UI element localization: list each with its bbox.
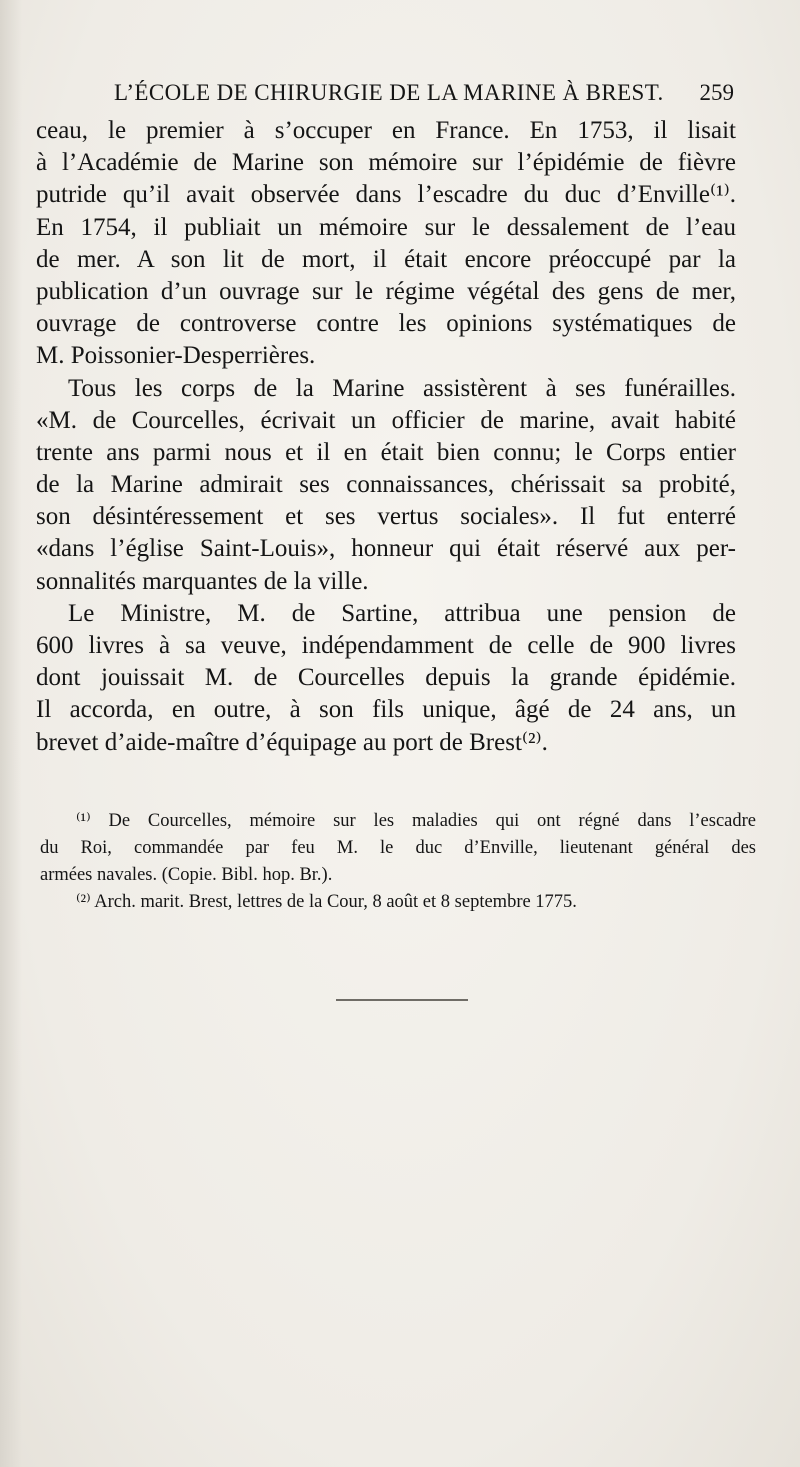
running-head [114,80,738,110]
text-line: «dans l’église Saint-Louis», honneur qui était réservé aux per- [36,535,736,563]
text-line: M. Poissonier-Desperrières. [36,342,316,370]
text-line: «M. de Courcelles, écrivait un officier de marine, avait habité [36,406,736,434]
text-line: de la Marine admirait ses connaissances, chérissait sa probité, [36,471,736,499]
text-line: Tous les corps de la Marine assistèrent à ses funérailles. [68,374,736,402]
text-line: dont jouissait M. de Courcelles depuis la grande épidémie. [36,664,736,692]
text-line: son désintéressement et ses vertus sociales». Il fut enterré [36,503,736,531]
body-text [36,115,736,759]
footnote-line: ⁽²⁾ Arch. marit. Brest, lettres de la Cour, 8 août et 8 septembre 1775. [76,892,577,912]
text-line: brevet d’aide-maître d’équipage au port de Brest⁽²⁾. [36,728,548,756]
footnote-line: armées navales. (Copie. Bibl. hop. Br.). [40,865,333,885]
footnote-line: du Roi, commandée par feu M. le duc d’Enville, lieutenant général des [40,838,756,858]
page-number: 259 [699,80,734,105]
text-line: de mer. A son lit de mort, il était encore préoccupé par la [36,245,736,273]
running-title: L’ÉCOLE DE CHIRURGIE DE LA MARINE À BREST. [114,80,664,105]
section-end-rule [336,999,468,1001]
text-line: sonnalités marquantes de la ville. [36,567,369,595]
text-line: En 1754, il publiait un mémoire sur le dessalement de l’eau [36,213,736,241]
text-line: Le Ministre, M. de Sartine, attribua une pension de [68,599,736,627]
text-line: publication d’un ouvrage sur le régime végétal des gens de mer, [36,277,736,305]
text-line: Il accorda, en outre, à son fils unique, âgé de 24 ans, un [36,696,736,724]
footnotes [40,808,756,916]
footnote-line: ⁽¹⁾ De Courcelles, mémoire sur les maladies qui ont régné dans l’escadre [76,811,756,831]
text-line: ceau, le premier à s’occuper en France. En 1753, il lisait [36,117,736,144]
text-line: ouvrage de controverse contre les opinions systématiques de [36,310,736,338]
page-gutter-shadow [0,0,22,1467]
text-line: trente ans parmi nous et il en était bien connu; le Corps entier [36,438,736,466]
text-line: à l’Académie de Marine son mémoire sur l’épidémie de fièvre [36,149,736,177]
text-line: 600 livres à sa veuve, indépendamment de celle de 900 livres [36,632,736,659]
text-line: putride qu’il avait observée dans l’escadre du duc d’Enville⁽¹⁾. [36,181,736,209]
